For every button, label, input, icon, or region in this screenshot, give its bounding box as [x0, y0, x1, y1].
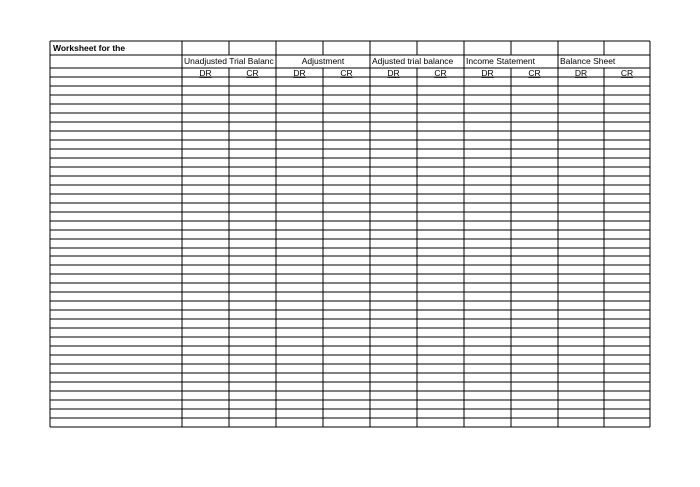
grid-lines [50, 41, 650, 427]
cr-header: CR [434, 68, 447, 78]
column-group-label: Balance Sheet [560, 56, 616, 66]
cr-header: CR [246, 68, 259, 78]
column-group-label: Adjustment [301, 56, 345, 66]
dr-header: DR [481, 68, 494, 78]
dr-header: DR [574, 68, 588, 78]
column-group-label: Adjusted trial balance [372, 56, 454, 66]
worksheet-title: Worksheet for the [53, 43, 126, 53]
column-group-headers [184, 56, 616, 66]
cr-header: CR [620, 68, 634, 78]
cr-header: CR [340, 68, 353, 78]
cr-header: CR [528, 68, 541, 78]
column-group-label: Unadjusted Trial Balanc [184, 56, 274, 66]
column-group-label: Income Statement [466, 56, 535, 66]
dr-header: DR [387, 68, 400, 78]
dr-header: DR [293, 68, 306, 78]
dr-header: DR [199, 68, 212, 78]
